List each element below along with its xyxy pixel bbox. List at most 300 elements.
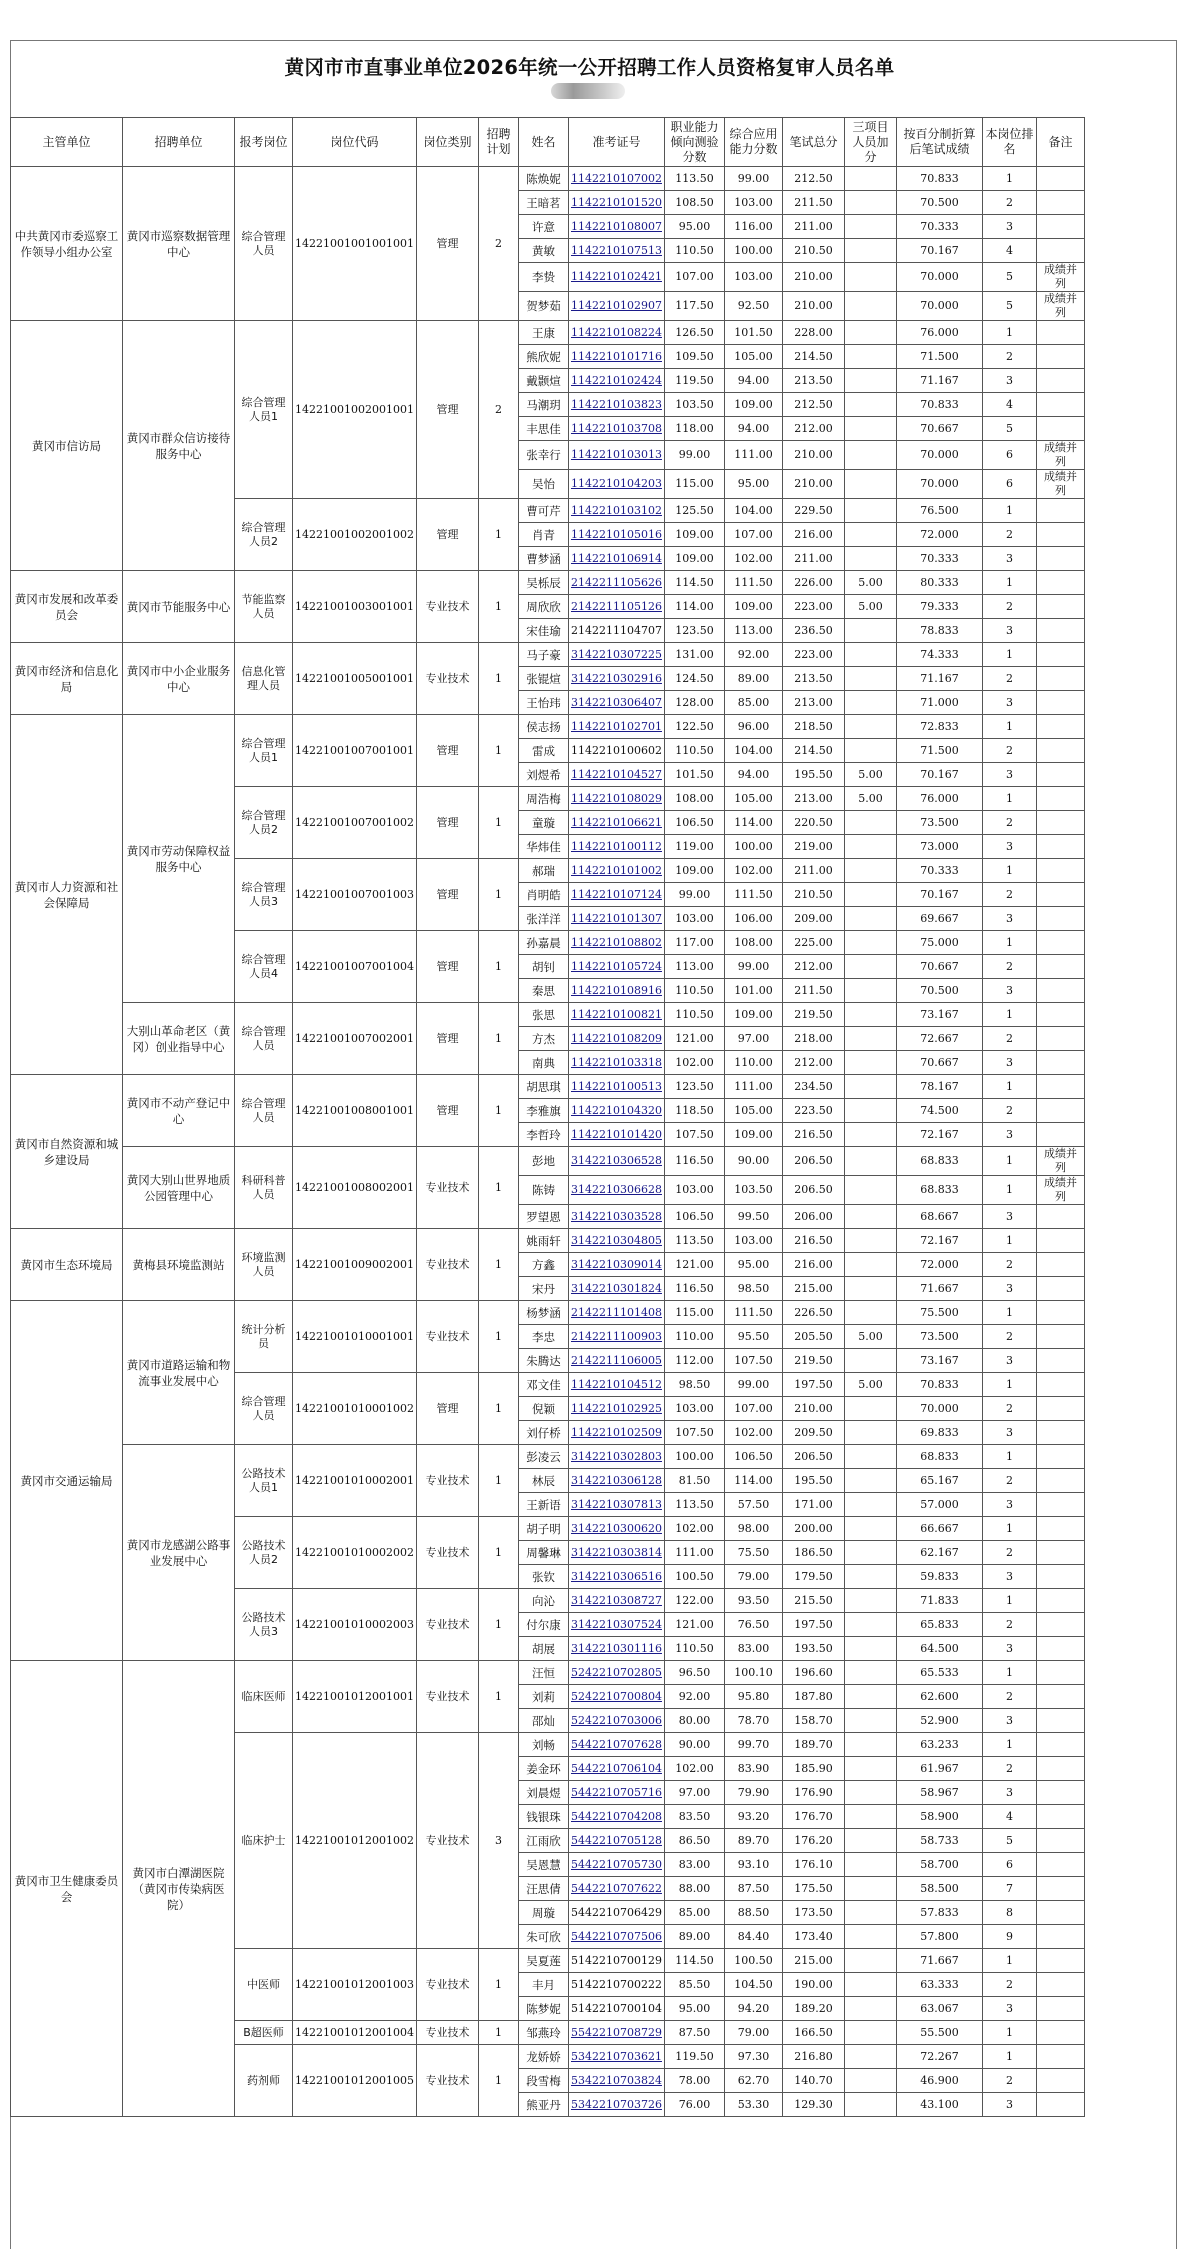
exam-number-link[interactable]: 5442210704208 bbox=[568, 1805, 664, 1829]
plan-cell: 1 bbox=[478, 499, 518, 571]
aptitude-score-cell: 100.00 bbox=[664, 1445, 724, 1469]
category-cell: 管理 bbox=[416, 321, 478, 499]
bonus-cell: 5.00 bbox=[844, 1325, 896, 1349]
exam-number-link[interactable]: 1142210103102 bbox=[568, 499, 664, 523]
exam-number-link: 5142210700222 bbox=[568, 1973, 664, 1997]
note-cell bbox=[1036, 1051, 1084, 1075]
aptitude-score-cell: 118.50 bbox=[664, 1099, 724, 1123]
exam-number-link[interactable]: 5442210705730 bbox=[568, 1853, 664, 1877]
exam-number-link[interactable]: 1142210101520 bbox=[568, 191, 664, 215]
aptitude-score-cell: 122.00 bbox=[664, 1589, 724, 1613]
exam-number-link[interactable]: 3142210301824 bbox=[568, 1277, 664, 1301]
total-score-cell: 197.50 bbox=[782, 1613, 844, 1637]
exam-number-link[interactable]: 5442210705716 bbox=[568, 1781, 664, 1805]
rank-cell: 3 bbox=[982, 547, 1036, 571]
bonus-cell bbox=[844, 1541, 896, 1565]
exam-number-link[interactable]: 1142210107002 bbox=[568, 167, 664, 191]
percent-score-cell: 64.500 bbox=[896, 1637, 982, 1661]
exam-number-link[interactable]: 3142210306128 bbox=[568, 1469, 664, 1493]
percent-score-cell: 68.833 bbox=[896, 1147, 982, 1176]
note-cell bbox=[1036, 859, 1084, 883]
aptitude-score-cell: 86.50 bbox=[664, 1829, 724, 1853]
application-score-cell: 104.00 bbox=[724, 499, 782, 523]
exam-number-link[interactable]: 1142210104512 bbox=[568, 1373, 664, 1397]
aptitude-score-cell: 76.00 bbox=[664, 2093, 724, 2117]
exam-number-link[interactable]: 2142211105126 bbox=[568, 595, 664, 619]
post-cell: 综合管理人员2 bbox=[235, 499, 293, 571]
aptitude-score-cell: 88.00 bbox=[664, 1877, 724, 1901]
rank-cell: 3 bbox=[982, 1421, 1036, 1445]
name-cell: 熊欣妮 bbox=[518, 345, 568, 369]
category-cell: 专业技术 bbox=[416, 643, 478, 715]
percent-score-cell: 80.333 bbox=[896, 571, 982, 595]
exam-number-link[interactable]: 5542210708729 bbox=[568, 2021, 664, 2045]
exam-number-link[interactable]: 3142210307813 bbox=[568, 1493, 664, 1517]
exam-number-link[interactable]: 1142210108802 bbox=[568, 931, 664, 955]
bonus-cell bbox=[844, 1229, 896, 1253]
exam-number-link[interactable]: 3142210302916 bbox=[568, 667, 664, 691]
name-cell: 吴栎辰 bbox=[518, 571, 568, 595]
total-score-cell: 209.00 bbox=[782, 907, 844, 931]
bonus-cell bbox=[844, 1253, 896, 1277]
name-cell: 汪思倩 bbox=[518, 1877, 568, 1901]
note-cell bbox=[1036, 1853, 1084, 1877]
rank-cell: 1 bbox=[982, 2045, 1036, 2069]
aptitude-score-cell: 81.50 bbox=[664, 1469, 724, 1493]
exam-number-link[interactable]: 3142210303814 bbox=[568, 1541, 664, 1565]
application-score-cell: 57.50 bbox=[724, 1493, 782, 1517]
total-score-cell: 219.50 bbox=[782, 1349, 844, 1373]
exam-number-link[interactable]: 1142210101307 bbox=[568, 907, 664, 931]
note-cell bbox=[1036, 1565, 1084, 1589]
exam-number-link[interactable]: 1142210104527 bbox=[568, 763, 664, 787]
aptitude-score-cell: 119.50 bbox=[664, 2045, 724, 2069]
bonus-cell bbox=[844, 1973, 896, 1997]
application-score-cell: 106.50 bbox=[724, 1445, 782, 1469]
application-score-cell: 99.00 bbox=[724, 1373, 782, 1397]
table-row bbox=[11, 321, 1085, 345]
exam-number-link[interactable]: 1142210108007 bbox=[568, 215, 664, 239]
exam-number-link[interactable]: 3142210307524 bbox=[568, 1613, 664, 1637]
exam-number-link[interactable]: 5342210703726 bbox=[568, 2093, 664, 2117]
dept-cell: 黄冈市自然资源和城乡建设局 bbox=[11, 1075, 123, 1229]
table-row bbox=[11, 1661, 1085, 1685]
rank-cell: 3 bbox=[982, 1277, 1036, 1301]
col-post: 报考岗位 bbox=[235, 118, 293, 167]
note-cell bbox=[1036, 1949, 1084, 1973]
exam-number-link[interactable]: 1142210104320 bbox=[568, 1099, 664, 1123]
bonus-cell bbox=[844, 523, 896, 547]
note-cell bbox=[1036, 369, 1084, 393]
note-cell bbox=[1036, 2021, 1084, 2045]
exam-number-link[interactable]: 3142210306407 bbox=[568, 691, 664, 715]
total-score-cell: 200.00 bbox=[782, 1517, 844, 1541]
rank-cell: 3 bbox=[982, 835, 1036, 859]
exam-number-link[interactable]: 3142210300620 bbox=[568, 1517, 664, 1541]
exam-number-link[interactable]: 3142210304805 bbox=[568, 1229, 664, 1253]
bonus-cell: 5.00 bbox=[844, 595, 896, 619]
unit-cell: 黄冈市群众信访接待服务中心 bbox=[123, 321, 235, 571]
post-code-cell: 14221001002001002 bbox=[293, 499, 417, 571]
category-cell: 专业技术 bbox=[416, 1661, 478, 1733]
exam-number-link[interactable]: 2142211101408 bbox=[568, 1301, 664, 1325]
percent-score-cell: 70.833 bbox=[896, 167, 982, 191]
exam-number-link[interactable]: 1142210108916 bbox=[568, 979, 664, 1003]
application-score-cell: 53.30 bbox=[724, 2093, 782, 2117]
bonus-cell bbox=[844, 691, 896, 715]
post-cell: 环境监测人员 bbox=[235, 1229, 293, 1301]
percent-score-cell: 70.333 bbox=[896, 859, 982, 883]
exam-number-link: 5142210700104 bbox=[568, 1997, 664, 2021]
name-cell: 李哲玲 bbox=[518, 1123, 568, 1147]
exam-number-link[interactable]: 1142210102907 bbox=[568, 292, 664, 321]
bonus-cell bbox=[844, 263, 896, 292]
exam-number-link[interactable]: 1142210102509 bbox=[568, 1421, 664, 1445]
exam-number-link[interactable]: 1142210100513 bbox=[568, 1075, 664, 1099]
rank-cell: 5 bbox=[982, 263, 1036, 292]
col-dept: 主管单位 bbox=[11, 118, 123, 167]
post-cell: 临床医师 bbox=[235, 1661, 293, 1733]
note-cell bbox=[1036, 1349, 1084, 1373]
header-row bbox=[11, 118, 1085, 167]
application-score-cell: 79.00 bbox=[724, 2021, 782, 2045]
percent-score-cell: 70.000 bbox=[896, 1397, 982, 1421]
exam-number-link[interactable]: 3142210308727 bbox=[568, 1589, 664, 1613]
total-score-cell: 187.80 bbox=[782, 1685, 844, 1709]
exam-number-link[interactable]: 3142210303528 bbox=[568, 1205, 664, 1229]
exam-number-link[interactable]: 1142210107513 bbox=[568, 239, 664, 263]
post-cell: 临床护士 bbox=[235, 1733, 293, 1949]
application-score-cell: 105.00 bbox=[724, 1099, 782, 1123]
note-cell bbox=[1036, 619, 1084, 643]
name-cell: 胡子明 bbox=[518, 1517, 568, 1541]
percent-score-cell: 72.167 bbox=[896, 1123, 982, 1147]
name-cell: 张锟煊 bbox=[518, 667, 568, 691]
post-cell: 信息化管理人员 bbox=[235, 643, 293, 715]
post-cell: 科研科普人员 bbox=[235, 1147, 293, 1229]
percent-score-cell: 70.333 bbox=[896, 215, 982, 239]
total-score-cell: 197.50 bbox=[782, 1373, 844, 1397]
exam-number-link[interactable]: 5442210706104 bbox=[568, 1757, 664, 1781]
total-score-cell: 173.40 bbox=[782, 1925, 844, 1949]
aptitude-score-cell: 114.50 bbox=[664, 1949, 724, 1973]
exam-number-link[interactable]: 3142210306516 bbox=[568, 1565, 664, 1589]
aptitude-score-cell: 101.50 bbox=[664, 763, 724, 787]
name-cell: 段雪梅 bbox=[518, 2069, 568, 2093]
unit-cell: 黄梅县环境监测站 bbox=[123, 1229, 235, 1301]
exam-number-link[interactable]: 2142211100903 bbox=[568, 1325, 664, 1349]
exam-number-link[interactable]: 1142210104203 bbox=[568, 470, 664, 499]
percent-score-cell: 73.000 bbox=[896, 835, 982, 859]
rank-cell: 3 bbox=[982, 691, 1036, 715]
exam-number-link[interactable]: 5342210703824 bbox=[568, 2069, 664, 2093]
bonus-cell bbox=[844, 1147, 896, 1176]
bonus-cell bbox=[844, 667, 896, 691]
exam-number-link[interactable]: 5442210707622 bbox=[568, 1877, 664, 1901]
aptitude-score-cell: 87.50 bbox=[664, 2021, 724, 2045]
total-score-cell: 206.00 bbox=[782, 1205, 844, 1229]
aptitude-score-cell: 122.50 bbox=[664, 715, 724, 739]
total-score-cell: 211.50 bbox=[782, 191, 844, 215]
name-cell: 方鑫 bbox=[518, 1253, 568, 1277]
application-score-cell: 103.00 bbox=[724, 1229, 782, 1253]
unit-cell: 黄冈市巡察数据管理中心 bbox=[123, 167, 235, 321]
exam-number-link[interactable]: 1142210108224 bbox=[568, 321, 664, 345]
exam-number-link[interactable]: 2142211105626 bbox=[568, 571, 664, 595]
percent-score-cell: 61.967 bbox=[896, 1757, 982, 1781]
percent-score-cell: 69.833 bbox=[896, 1421, 982, 1445]
aptitude-score-cell: 102.00 bbox=[664, 1517, 724, 1541]
exam-number-link[interactable]: 3142210302803 bbox=[568, 1445, 664, 1469]
note-cell bbox=[1036, 1637, 1084, 1661]
percent-score-cell: 65.167 bbox=[896, 1469, 982, 1493]
exam-number-link[interactable]: 1142210103823 bbox=[568, 393, 664, 417]
total-score-cell: 213.00 bbox=[782, 787, 844, 811]
aptitude-score-cell: 110.50 bbox=[664, 239, 724, 263]
rank-cell: 1 bbox=[982, 931, 1036, 955]
exam-number-link[interactable]: 1142210105724 bbox=[568, 955, 664, 979]
exam-number-link[interactable]: 1142210105016 bbox=[568, 523, 664, 547]
total-score-cell: 212.50 bbox=[782, 393, 844, 417]
bonus-cell bbox=[844, 1613, 896, 1637]
post-code-cell: 14221001009002001 bbox=[293, 1229, 417, 1301]
note-cell bbox=[1036, 2093, 1084, 2117]
name-cell: 彭凌云 bbox=[518, 1445, 568, 1469]
name-cell: 李雅旗 bbox=[518, 1099, 568, 1123]
aptitude-score-cell: 109.00 bbox=[664, 547, 724, 571]
aptitude-score-cell: 90.00 bbox=[664, 1733, 724, 1757]
bonus-cell bbox=[844, 1176, 896, 1205]
exam-number-link[interactable]: 5242210700804 bbox=[568, 1685, 664, 1709]
exam-number-link[interactable]: 1142210103318 bbox=[568, 1051, 664, 1075]
total-score-cell: 210.00 bbox=[782, 263, 844, 292]
total-score-cell: 185.90 bbox=[782, 1757, 844, 1781]
note-cell bbox=[1036, 1397, 1084, 1421]
post-code-cell: 14221001007001004 bbox=[293, 931, 417, 1003]
application-score-cell: 83.00 bbox=[724, 1637, 782, 1661]
application-score-cell: 99.50 bbox=[724, 1205, 782, 1229]
rank-cell: 7 bbox=[982, 1877, 1036, 1901]
total-score-cell: 216.80 bbox=[782, 2045, 844, 2069]
name-cell: 秦思 bbox=[518, 979, 568, 1003]
rank-cell: 5 bbox=[982, 417, 1036, 441]
category-cell: 专业技术 bbox=[416, 2021, 478, 2045]
name-cell: 吴恩慧 bbox=[518, 1853, 568, 1877]
exam-number-link[interactable]: 1142210101002 bbox=[568, 859, 664, 883]
post-cell: 综合管理人员3 bbox=[235, 859, 293, 931]
note-cell: 成绩并列 bbox=[1036, 263, 1084, 292]
name-cell: 胡钊 bbox=[518, 955, 568, 979]
percent-score-cell: 43.100 bbox=[896, 2093, 982, 2117]
total-score-cell: 216.50 bbox=[782, 1123, 844, 1147]
total-score-cell: 158.70 bbox=[782, 1709, 844, 1733]
exam-number-link[interactable]: 5342210703621 bbox=[568, 2045, 664, 2069]
application-score-cell: 101.50 bbox=[724, 321, 782, 345]
name-cell: 黄敏 bbox=[518, 239, 568, 263]
aptitude-score-cell: 85.00 bbox=[664, 1901, 724, 1925]
category-cell: 专业技术 bbox=[416, 1229, 478, 1301]
exam-number-link[interactable]: 1142210102925 bbox=[568, 1397, 664, 1421]
application-score-cell: 92.00 bbox=[724, 643, 782, 667]
total-score-cell: 206.50 bbox=[782, 1176, 844, 1205]
name-cell: 方杰 bbox=[518, 1027, 568, 1051]
total-score-cell: 214.50 bbox=[782, 739, 844, 763]
rank-cell: 3 bbox=[982, 215, 1036, 239]
aptitude-score-cell: 113.50 bbox=[664, 167, 724, 191]
total-score-cell: 209.50 bbox=[782, 1421, 844, 1445]
aptitude-score-cell: 113.50 bbox=[664, 1493, 724, 1517]
bonus-cell bbox=[844, 470, 896, 499]
note-cell bbox=[1036, 239, 1084, 263]
note-cell bbox=[1036, 1901, 1084, 1925]
note-cell bbox=[1036, 1805, 1084, 1829]
percent-score-cell: 76.000 bbox=[896, 787, 982, 811]
exam-number-link[interactable]: 1142210107124 bbox=[568, 883, 664, 907]
note-cell bbox=[1036, 1325, 1084, 1349]
category-cell: 专业技术 bbox=[416, 1301, 478, 1373]
note-cell bbox=[1036, 907, 1084, 931]
aptitude-score-cell: 110.50 bbox=[664, 979, 724, 1003]
bonus-cell bbox=[844, 215, 896, 239]
aptitude-score-cell: 107.50 bbox=[664, 1421, 724, 1445]
application-score-cell: 102.00 bbox=[724, 1421, 782, 1445]
post-code-cell: 14221001010002002 bbox=[293, 1517, 417, 1589]
post-cell: 综合管理人员 bbox=[235, 167, 293, 321]
name-cell: 宋丹 bbox=[518, 1277, 568, 1301]
exam-number-link[interactable]: 1142210103013 bbox=[568, 441, 664, 470]
bonus-cell bbox=[844, 441, 896, 470]
exam-number-link[interactable]: 1142210101420 bbox=[568, 1123, 664, 1147]
name-cell: 郝瑞 bbox=[518, 859, 568, 883]
percent-score-cell: 71.167 bbox=[896, 369, 982, 393]
rank-cell: 3 bbox=[982, 1997, 1036, 2021]
bonus-cell bbox=[844, 1469, 896, 1493]
application-score-cell: 103.00 bbox=[724, 263, 782, 292]
exam-number-link[interactable]: 1142210102701 bbox=[568, 715, 664, 739]
name-cell: 周浩梅 bbox=[518, 787, 568, 811]
exam-number-link[interactable]: 3142210306628 bbox=[568, 1176, 664, 1205]
name-cell: 姜金环 bbox=[518, 1757, 568, 1781]
plan-cell: 1 bbox=[478, 715, 518, 787]
total-score-cell: 179.50 bbox=[782, 1565, 844, 1589]
exam-number-link[interactable]: 1142210101716 bbox=[568, 345, 664, 369]
rank-cell: 1 bbox=[982, 1661, 1036, 1685]
category-cell: 管理 bbox=[416, 859, 478, 931]
note-cell bbox=[1036, 1099, 1084, 1123]
exam-number-link[interactable]: 1142210108209 bbox=[568, 1027, 664, 1051]
table-row bbox=[11, 1075, 1085, 1099]
note-cell bbox=[1036, 955, 1084, 979]
exam-number-link[interactable]: 1142210100112 bbox=[568, 835, 664, 859]
category-cell: 专业技术 bbox=[416, 1949, 478, 2021]
exam-number-link[interactable]: 3142210307225 bbox=[568, 643, 664, 667]
application-score-cell: 98.00 bbox=[724, 1517, 782, 1541]
rank-cell: 1 bbox=[982, 643, 1036, 667]
total-score-cell: 176.90 bbox=[782, 1781, 844, 1805]
post-cell: 综合管理人员1 bbox=[235, 321, 293, 499]
total-score-cell: 193.50 bbox=[782, 1637, 844, 1661]
aptitude-score-cell: 116.50 bbox=[664, 1277, 724, 1301]
name-cell: 南典 bbox=[518, 1051, 568, 1075]
total-score-cell: 216.00 bbox=[782, 523, 844, 547]
rank-cell: 1 bbox=[982, 571, 1036, 595]
percent-score-cell: 65.833 bbox=[896, 1613, 982, 1637]
post-code-cell: 14221001008001001 bbox=[293, 1075, 417, 1147]
exam-number-link[interactable]: 3142210306528 bbox=[568, 1147, 664, 1176]
exam-number-link[interactable]: 1142210102421 bbox=[568, 263, 664, 292]
bonus-cell bbox=[844, 1997, 896, 2021]
exam-number-link[interactable]: 3142210301116 bbox=[568, 1637, 664, 1661]
dept-cell: 黄冈市发展和改革委员会 bbox=[11, 571, 123, 643]
exam-number-link[interactable]: 5242210703006 bbox=[568, 1709, 664, 1733]
aptitude-score-cell: 108.50 bbox=[664, 191, 724, 215]
application-score-cell: 107.00 bbox=[724, 1397, 782, 1421]
rank-cell: 1 bbox=[982, 1147, 1036, 1176]
category-cell: 管理 bbox=[416, 787, 478, 859]
note-cell bbox=[1036, 1829, 1084, 1853]
percent-score-cell: 70.667 bbox=[896, 417, 982, 441]
exam-number-link[interactable]: 3142210309014 bbox=[568, 1253, 664, 1277]
percent-score-cell: 70.167 bbox=[896, 883, 982, 907]
exam-number-link[interactable]: 1142210100821 bbox=[568, 1003, 664, 1027]
exam-number-link[interactable]: 5442210705128 bbox=[568, 1829, 664, 1853]
exam-number-link[interactable]: 1142210102424 bbox=[568, 369, 664, 393]
total-score-cell: 140.70 bbox=[782, 2069, 844, 2093]
exam-number-link[interactable]: 1142210106914 bbox=[568, 547, 664, 571]
percent-score-cell: 72.833 bbox=[896, 715, 982, 739]
exam-number-link[interactable]: 1142210103708 bbox=[568, 417, 664, 441]
exam-number-link[interactable]: 5242210702805 bbox=[568, 1661, 664, 1685]
name-cell: 李贽 bbox=[518, 263, 568, 292]
total-score-cell: 218.50 bbox=[782, 715, 844, 739]
aptitude-score-cell: 112.00 bbox=[664, 1349, 724, 1373]
name-cell: 宋佳瑜 bbox=[518, 619, 568, 643]
name-cell: 刘煜希 bbox=[518, 763, 568, 787]
rank-cell: 1 bbox=[982, 1733, 1036, 1757]
aptitude-score-cell: 113.50 bbox=[664, 1229, 724, 1253]
bonus-cell bbox=[844, 417, 896, 441]
post-cell: 节能监察人员 bbox=[235, 571, 293, 643]
percent-score-cell: 70.667 bbox=[896, 955, 982, 979]
aptitude-score-cell: 119.50 bbox=[664, 369, 724, 393]
application-score-cell: 99.00 bbox=[724, 167, 782, 191]
application-score-cell: 79.90 bbox=[724, 1781, 782, 1805]
note-cell bbox=[1036, 167, 1084, 191]
percent-score-cell: 71.667 bbox=[896, 1949, 982, 1973]
total-score-cell: 189.20 bbox=[782, 1997, 844, 2021]
bonus-cell bbox=[844, 1301, 896, 1325]
exam-number-link[interactable]: 5442210707506 bbox=[568, 1925, 664, 1949]
total-score-cell: 176.10 bbox=[782, 1853, 844, 1877]
note-cell bbox=[1036, 1277, 1084, 1301]
bonus-cell bbox=[844, 931, 896, 955]
note-cell bbox=[1036, 1781, 1084, 1805]
application-score-cell: 100.00 bbox=[724, 239, 782, 263]
exam-number-link: 5442210706429 bbox=[568, 1901, 664, 1925]
exam-number-link[interactable]: 1142210106621 bbox=[568, 811, 664, 835]
percent-score-cell: 68.667 bbox=[896, 1205, 982, 1229]
percent-score-cell: 57.800 bbox=[896, 1925, 982, 1949]
category-cell: 管理 bbox=[416, 167, 478, 321]
total-score-cell: 228.00 bbox=[782, 321, 844, 345]
plan-cell: 1 bbox=[478, 643, 518, 715]
exam-number-link[interactable]: 5442210707628 bbox=[568, 1733, 664, 1757]
aptitude-score-cell: 103.00 bbox=[664, 1176, 724, 1205]
exam-number-link[interactable]: 2142211106005 bbox=[568, 1349, 664, 1373]
exam-number-link[interactable]: 1142210108029 bbox=[568, 787, 664, 811]
percent-score-cell: 55.500 bbox=[896, 2021, 982, 2045]
name-cell: 彭地 bbox=[518, 1147, 568, 1176]
